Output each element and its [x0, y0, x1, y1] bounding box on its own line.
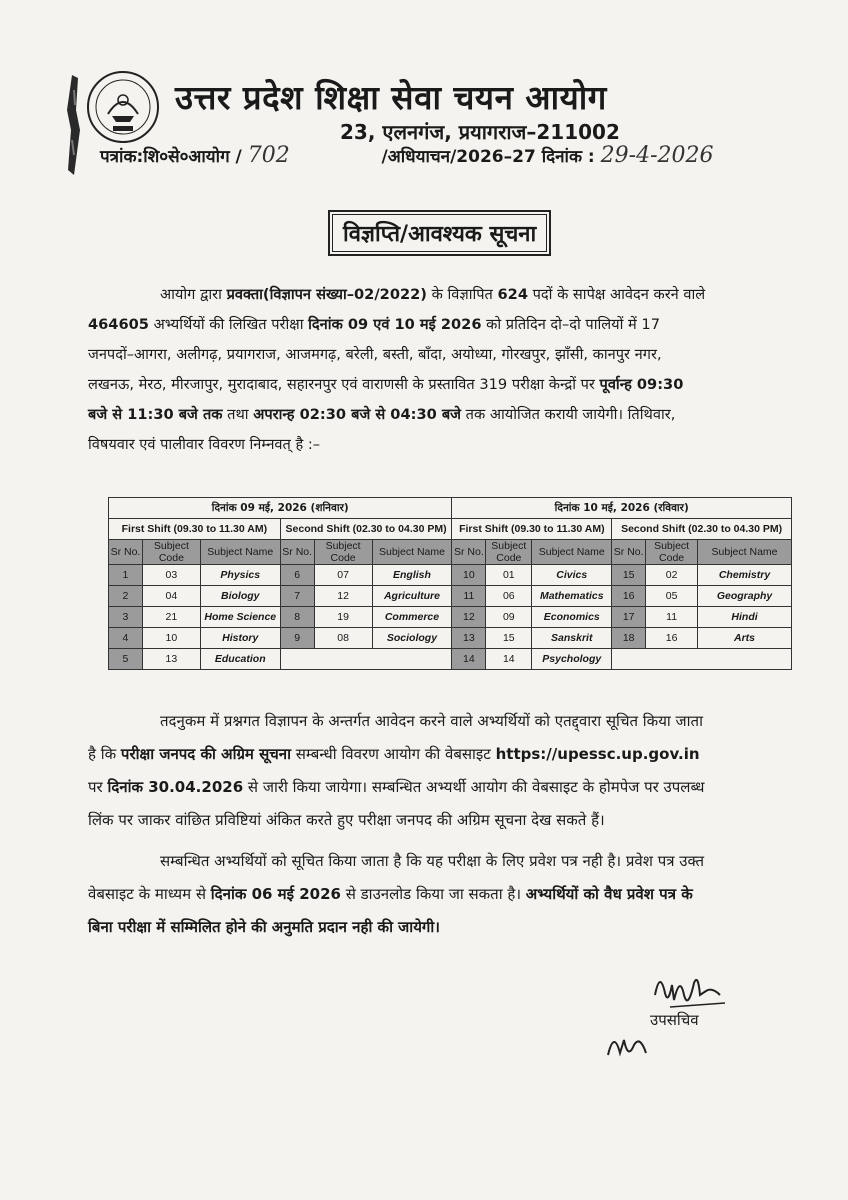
paragraph-exam-schedule: आयोग द्वारा प्रवक्ता(विज्ञापन संख्या–02/2022) के विज्ञापित 624 पदों के सापेक्ष आवेदन करने वाले 464605 अभ्यर्थियों की लिखित परीक्षा दिनांक 09 एवं 10 मई 2026 को प्रतिदिन दो–दो पालियों में 17 जनपदों–आगरा, अलीगढ़, प्रयागराज, आजमगढ़, बरेली, बस्ती, बाँदा, अयोध्या, गोरखपुर, झाँसी, कानपुर नगर, लखनऊ, मेरठ, मीरजापुर, मुरादाबाद, सहारनपुर एवं वाराणसी के प्रस्तावित 319 परीक्षा केन्द्रों पर पूर्वान्ह 09:30 बजे से 11:30 बजे तक तथा अपरान्ह 02:30 बजे से 04:30 बजे तक आयोजित करायी जायेगी। तिथिवार, विषयवार एवं पालीवार विवरण निम्नवत् है :– — [88, 286, 706, 453]
ref-prefix: पत्रांक:शि०से०आयोग / — [100, 147, 242, 167]
upessc-emblem-icon — [86, 70, 160, 144]
shift-header: Second Shift (02.30 to 04.30 PM) — [280, 519, 452, 540]
shift-header: First Shift (09.30 to 11.30 AM) — [109, 519, 281, 540]
org-title: उत्तर प्रदेश शिक्षा सेवा चयन आयोग — [175, 78, 607, 117]
day2-header: दिनांक 10 मई, 2026 (रविवार) — [452, 498, 792, 519]
col-header-code: Subject Code — [646, 540, 698, 565]
table-row: 3 21 Home Science 8 19 Commerce 12 09 Economics 17 11 Hindi — [109, 607, 792, 628]
col-header-sr: Sr No. — [109, 540, 143, 565]
shift-header: Second Shift (02.30 to 04.30 PM) — [612, 519, 792, 540]
table-row: 1 03 Physics 6 07 English 10 01 Civics 15 02 Chemistry — [109, 565, 792, 586]
reference-line — [100, 143, 780, 168]
notice-title-box — [328, 210, 551, 256]
ref-date: 29-4-2026 — [600, 143, 714, 168]
col-header-sr: Sr No. — [452, 540, 486, 565]
shift-header: First Shift (09.30 to 11.30 AM) — [452, 519, 612, 540]
table-row: 5 13 Education 14 14 Psychology — [109, 649, 792, 670]
table-row: 2 04 Biology 7 12 Agriculture 11 06 Mathematics 16 05 Geography — [109, 586, 792, 607]
col-header-name: Subject Name — [698, 540, 792, 565]
col-header-code: Subject Code — [486, 540, 532, 565]
day1-header: दिनांक 09 मई, 2026 (शनिवार) — [109, 498, 452, 519]
col-header-sr: Sr No. — [280, 540, 314, 565]
col-header-code: Subject Code — [314, 540, 372, 565]
signatory-designation: उपसचिव — [650, 1011, 699, 1029]
table-row: 4 10 History 9 08 Sociology 13 15 Sanskrit 18 16 Arts — [109, 628, 792, 649]
signature-icon — [650, 965, 730, 1015]
col-header-name: Subject Name — [532, 540, 612, 565]
paragraph-admit-card: सम्बन्धित अभ्यर्थियों को सूचित किया जाता है कि यह परीक्षा के लिए प्रवेश पत्र नही है। प्रवेश पत्र उक्त वेबसाइट के माध्यम से दिनांक 06 मई 2026 से डाउनलोड किया जा सकता है। अभ्यर्थियों को वैध प्रवेश पत्र के बिना परीक्षा में सम्मिलित होने की अनुमति प्रदान नही की जायेगी। — [88, 852, 705, 936]
paragraph-district-intimation: तदनुकम में प्रश्नगत विज्ञापन के अन्तर्गत आवेदन करने वाले अभ्यर्थियों को एतद्द्वारा सूचित किया जाता है कि परीक्षा जनपद की अग्रिम सूचना सम्बन्धी विवरण आयोग की वेबसाइट https://upessc.up.gov.in पर दिनांक 30.04.2026 से जारी किया जायेगा। सम्बन्धित अभ्यर्थी आयोग की वेबसाइट के होमपेज पर उपलब्ध लिंक पर जाकर वांछित प्रविष्टियां अंकित करते हुए परीक्षा जनपद की अग्रिम सूचना देख सकते हैं। — [88, 712, 705, 829]
col-header-code: Subject Code — [142, 540, 200, 565]
notice-title: विज्ञप्ति/आवश्यक सूचना — [332, 214, 547, 252]
exam-schedule-table — [108, 497, 792, 670]
col-header-name: Subject Name — [372, 540, 452, 565]
ref-number: 702 — [247, 143, 290, 168]
org-address: 23, एलनगंज, प्रयागराज–211002 — [340, 120, 620, 144]
initials-icon — [600, 1025, 660, 1065]
ref-suffix: /अधियाचन/2026–27 दिनांक : — [381, 147, 595, 167]
col-header-name: Subject Name — [200, 540, 280, 565]
website-link: https://upessc.up.gov.in — [495, 745, 700, 763]
col-header-sr: Sr No. — [612, 540, 646, 565]
